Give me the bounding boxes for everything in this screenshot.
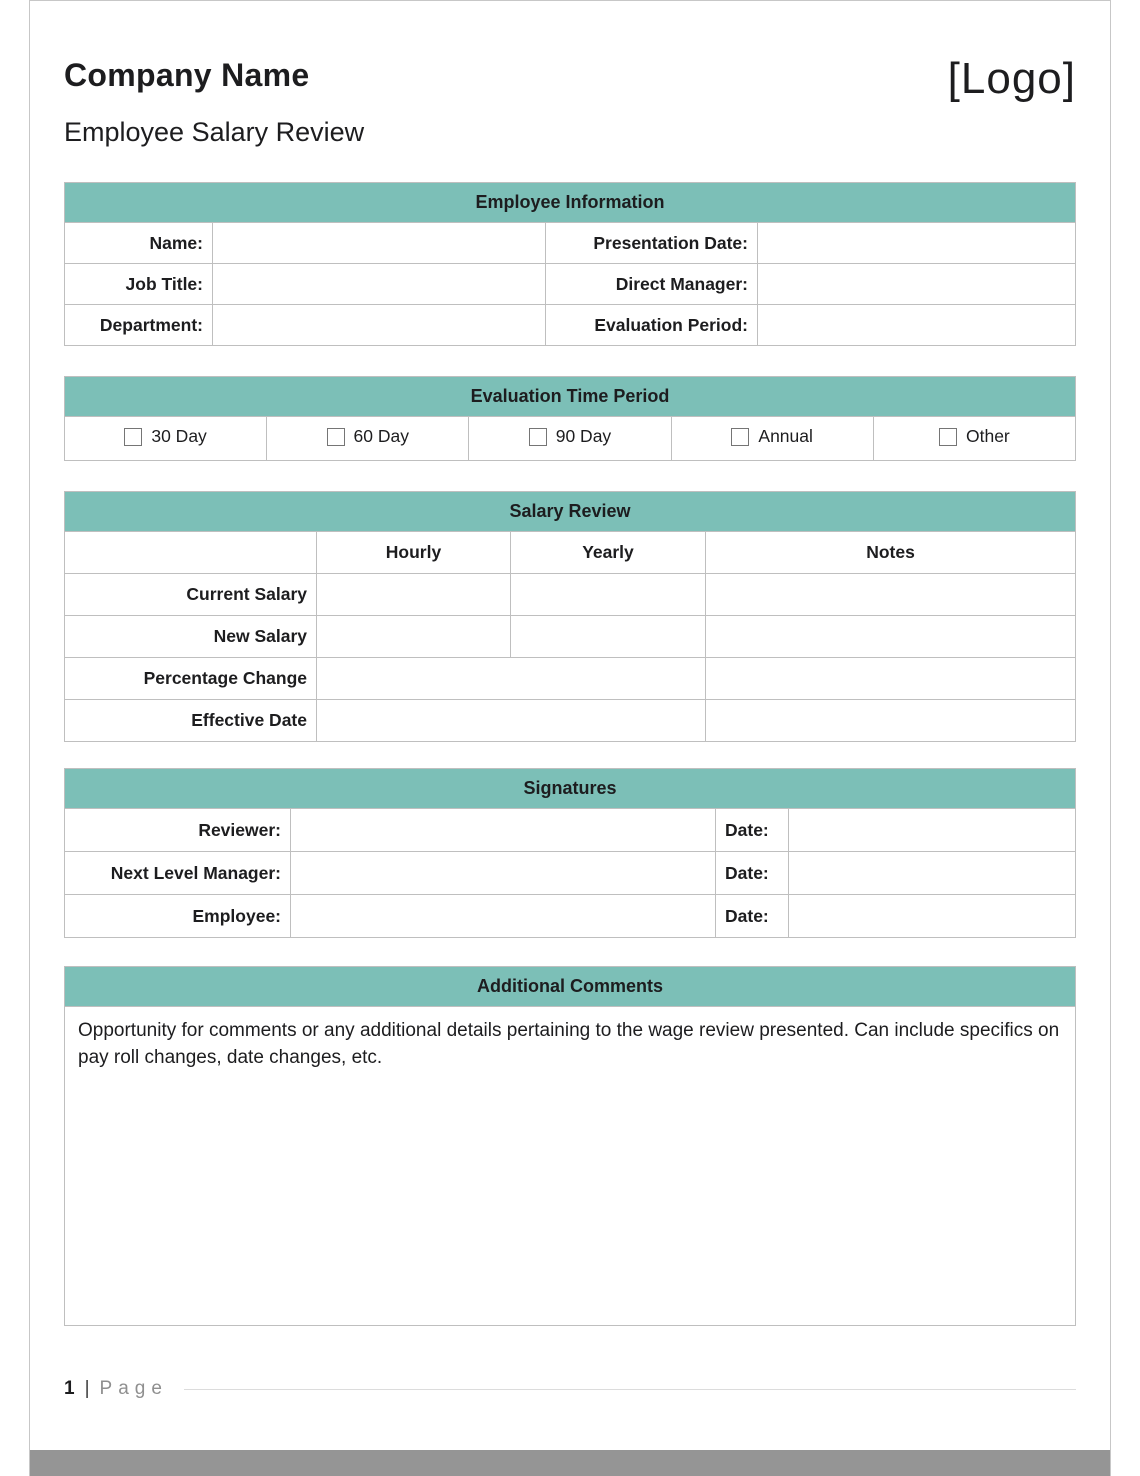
page-footer — [64, 1378, 1076, 1400]
checkbox-icon — [124, 428, 142, 446]
section-title-salary-review: Salary Review — [64, 491, 1076, 531]
section-title-signatures: Signatures — [64, 768, 1076, 808]
reviewer-date-label: Date: — [716, 809, 789, 852]
section-title-employee-information: Employee Information — [64, 182, 1076, 222]
table-row — [65, 658, 1076, 700]
notes-column-header: Notes — [706, 532, 1076, 574]
reviewer-label: Reviewer: — [65, 809, 291, 852]
checkbox-label: Other — [965, 426, 1010, 447]
checkbox-cell-90-day — [469, 417, 671, 461]
current-salary-yearly-cell[interactable] — [511, 574, 706, 616]
page — [29, 0, 1111, 1450]
employee-information-table — [64, 222, 1076, 346]
direct-manager-input-cell[interactable] — [758, 264, 1076, 305]
document-header — [64, 54, 1076, 103]
new-salary-label: New Salary — [65, 616, 317, 658]
employee-label: Employee: — [65, 895, 291, 938]
department-input-cell[interactable] — [213, 305, 546, 346]
name-label: Name: — [65, 223, 213, 264]
effective-date-notes-cell[interactable] — [706, 700, 1076, 742]
checkbox-cell-60-day — [267, 417, 469, 461]
evaluation-period-input-cell[interactable] — [758, 305, 1076, 346]
checkbox-label: Annual — [758, 426, 813, 447]
job-title-input-cell[interactable] — [213, 264, 546, 305]
employee-date-cell[interactable] — [789, 895, 1076, 938]
next-level-manager-signature-cell[interactable] — [291, 852, 716, 895]
checkbox-label: 30 Day — [151, 426, 207, 447]
employee-information-section — [64, 182, 1076, 346]
table-row — [65, 895, 1076, 938]
page-number: 1 — [64, 1378, 75, 1399]
current-salary-label: Current Salary — [65, 574, 317, 616]
table-row — [65, 532, 1076, 574]
page-gap — [29, 1450, 1111, 1476]
table-row — [65, 852, 1076, 895]
signatures-section — [64, 768, 1076, 938]
checkbox-cell-other — [873, 417, 1075, 461]
checkbox-label: 60 Day — [353, 426, 409, 447]
new-salary-hourly-cell[interactable] — [317, 616, 511, 658]
table-row — [65, 417, 1076, 461]
footer-separator: | — [84, 1378, 90, 1399]
next-level-manager-date-cell[interactable] — [789, 852, 1076, 895]
presentation-date-input-cell[interactable] — [758, 223, 1076, 264]
checkbox-cell-annual — [671, 417, 873, 461]
direct-manager-label: Direct Manager: — [546, 264, 758, 305]
hourly-column-header: Hourly — [317, 532, 511, 574]
section-title-additional-comments: Additional Comments — [64, 966, 1076, 1006]
new-salary-notes-cell[interactable] — [706, 616, 1076, 658]
checkbox-icon — [327, 428, 345, 446]
checkbox-90-day[interactable] — [529, 426, 611, 447]
table-row — [65, 574, 1076, 616]
checkbox-icon — [529, 428, 547, 446]
current-salary-hourly-cell[interactable] — [317, 574, 511, 616]
table-row — [65, 305, 1076, 346]
department-label: Department: — [65, 305, 213, 346]
employee-date-label: Date: — [716, 895, 789, 938]
checkbox-label: 90 Day — [555, 426, 612, 447]
yearly-column-header: Yearly — [511, 532, 706, 574]
table-row — [65, 700, 1076, 742]
percentage-change-notes-cell[interactable] — [706, 658, 1076, 700]
section-title-evaluation-time-period: Evaluation Time Period — [64, 376, 1076, 416]
percentage-change-value-cell[interactable] — [317, 658, 706, 700]
current-salary-notes-cell[interactable] — [706, 574, 1076, 616]
presentation-date-label: Presentation Date: — [546, 223, 758, 264]
comments-area[interactable]: Opportunity for comments or any additional details pertaining to the wage review presented. Can include specifics on pay roll changes, date changes, etc. — [64, 1006, 1076, 1326]
document-title: Employee Salary Review — [64, 117, 365, 147]
checkbox-60-day[interactable] — [327, 426, 409, 447]
salary-review-corner-cell — [65, 532, 317, 574]
table-row — [65, 223, 1076, 264]
salary-review-section — [64, 491, 1076, 742]
salary-review-table — [64, 531, 1076, 742]
effective-date-label: Effective Date — [65, 700, 317, 742]
signatures-table — [64, 808, 1076, 938]
next-level-manager-label: Next Level Manager: — [65, 852, 291, 895]
table-row — [65, 809, 1076, 852]
checkbox-icon — [731, 428, 749, 446]
evaluation-time-period-table — [64, 416, 1076, 461]
employee-signature-cell[interactable] — [291, 895, 716, 938]
effective-date-value-cell[interactable] — [317, 700, 706, 742]
evaluation-period-label: Evaluation Period: — [546, 305, 758, 346]
new-salary-yearly-cell[interactable] — [511, 616, 706, 658]
table-row — [65, 616, 1076, 658]
footer-rule — [184, 1389, 1076, 1390]
footer-page-label: Page — [99, 1378, 168, 1399]
table-row — [65, 264, 1076, 305]
checkbox-icon — [939, 428, 957, 446]
evaluation-time-period-section — [64, 376, 1076, 461]
company-name: Company Name — [64, 57, 310, 93]
checkbox-other[interactable] — [939, 426, 1010, 447]
checkbox-cell-30-day — [65, 417, 267, 461]
reviewer-signature-cell[interactable] — [291, 809, 716, 852]
percentage-change-label: Percentage Change — [65, 658, 317, 700]
checkbox-30-day[interactable] — [124, 426, 206, 447]
job-title-label: Job Title: — [65, 264, 213, 305]
additional-comments-section — [64, 966, 1076, 1326]
logo-placeholder: [Logo] — [947, 54, 1076, 103]
next-level-manager-date-label: Date: — [716, 852, 789, 895]
reviewer-date-cell[interactable] — [789, 809, 1076, 852]
name-input-cell[interactable] — [213, 223, 546, 264]
checkbox-annual[interactable] — [731, 426, 813, 447]
